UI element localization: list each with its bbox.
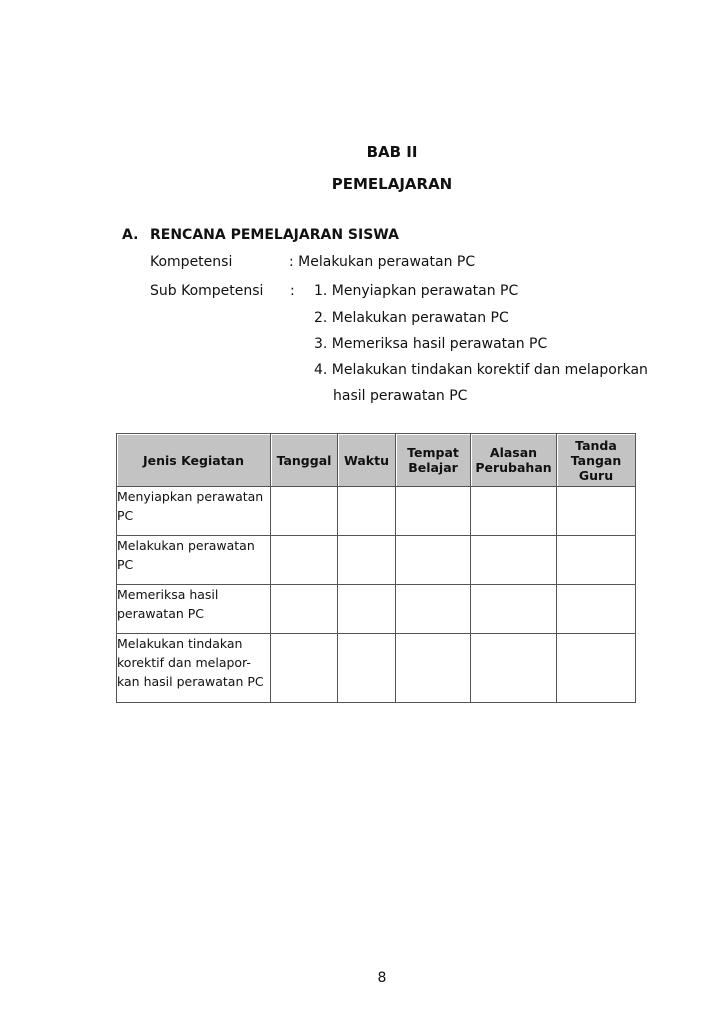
table-row	[117, 585, 636, 634]
alasan-cell	[471, 536, 557, 585]
header-tempat-belajar: Tempat Belajar	[396, 434, 471, 487]
section-heading	[122, 227, 399, 243]
sub-kompetensi-item: 4. Melakukan tindakan korektif dan melaporkan	[314, 362, 648, 378]
page-number: 8	[377, 970, 387, 986]
tempat-cell	[396, 585, 471, 634]
table-row	[117, 634, 636, 703]
tempat-cell	[396, 487, 471, 536]
table-row	[117, 536, 636, 585]
tempat-cell	[396, 536, 471, 585]
sub-kompetensi-item: 2. Melakukan perawatan PC	[314, 310, 509, 326]
kompetensi-value: : Melakukan perawatan PC	[289, 254, 476, 270]
tanggal-cell	[271, 585, 338, 634]
waktu-cell	[338, 536, 396, 585]
activity-cell: Menyiapkan perawatan PC	[117, 487, 271, 536]
header-tanda-tangan-guru: Tanda Tangan Guru	[557, 434, 636, 487]
alasan-cell	[471, 585, 557, 634]
sub-kompetensi-item: 1. Menyiapkan perawatan PC	[314, 283, 519, 299]
tanda-tangan-cell	[557, 585, 636, 634]
tanggal-cell	[271, 536, 338, 585]
chapter-title: PEMELAJARAN	[331, 175, 453, 193]
sub-kompetensi-item-continuation: hasil perawatan PC	[333, 388, 468, 404]
chapter-number: BAB II	[366, 143, 418, 161]
tanggal-cell	[271, 487, 338, 536]
activity-cell: Memeriksa hasil perawatan PC	[117, 585, 271, 634]
activity-cell: Melakukan perawatan PC	[117, 536, 271, 585]
section-title: RENCANA PEMELAJARAN SISWA	[150, 227, 399, 243]
tanggal-cell	[271, 634, 338, 703]
tanda-tangan-cell	[557, 536, 636, 585]
sub-kompetensi-colon: :	[290, 283, 295, 299]
section-marker: A.	[122, 227, 139, 243]
header-waktu: Waktu	[338, 434, 396, 487]
header-tanggal: Tanggal	[271, 434, 338, 487]
sub-kompetensi-item: 3. Memeriksa hasil perawatan PC	[314, 336, 548, 352]
waktu-cell	[338, 585, 396, 634]
activity-cell: Melakukan tindakan korektif dan melapor- kan hasil perawatan PC	[117, 634, 271, 703]
table-header-row	[117, 434, 636, 487]
waktu-cell	[338, 487, 396, 536]
header-alasan-perubahan: Alasan Perubahan	[471, 434, 557, 487]
tempat-cell	[396, 634, 471, 703]
learning-plan-table	[116, 433, 636, 703]
sub-kompetensi-label: Sub Kompetensi	[150, 283, 264, 299]
tanda-tangan-cell	[557, 634, 636, 703]
kompetensi-label: Kompetensi	[150, 254, 233, 270]
table-row	[117, 487, 636, 536]
waktu-cell	[338, 634, 396, 703]
alasan-cell	[471, 634, 557, 703]
header-jenis-kegiatan: Jenis Kegiatan	[117, 434, 271, 487]
alasan-cell	[471, 487, 557, 536]
tanda-tangan-cell	[557, 487, 636, 536]
